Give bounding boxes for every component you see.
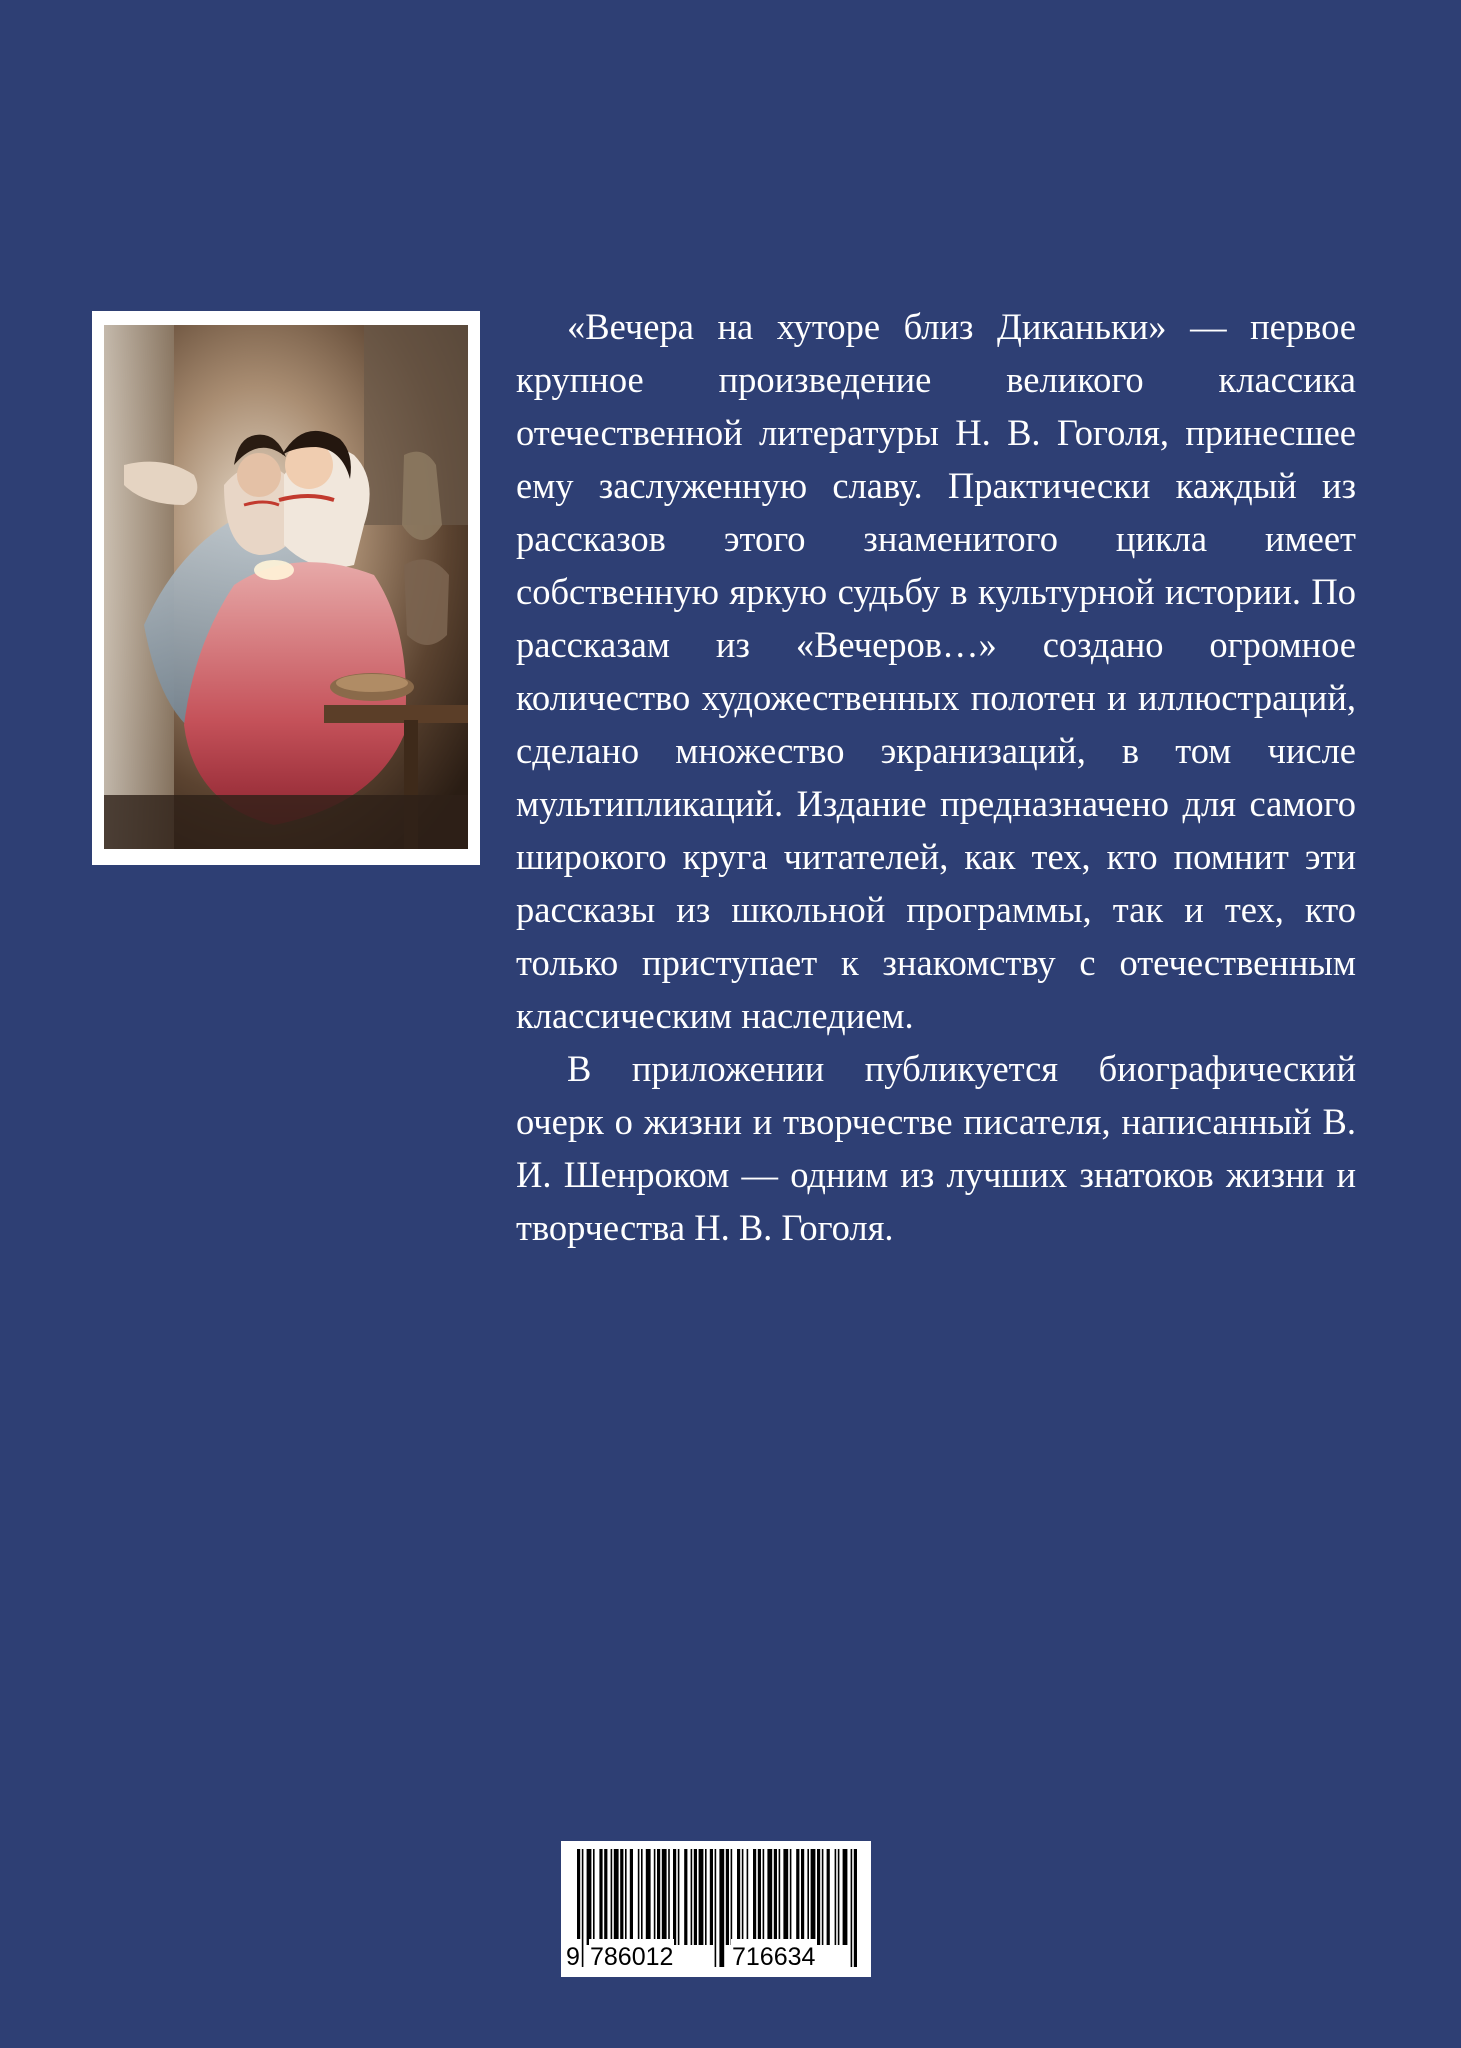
barcode-bar: [705, 1849, 707, 1945]
barcode-bar: [817, 1849, 820, 1945]
barcode-bar: [737, 1849, 740, 1945]
description-text: [516, 300, 1356, 1254]
painting-two-girls-by-candlelight: [104, 325, 468, 849]
barcode-bar: [668, 1849, 670, 1945]
barcode-bar: [767, 1849, 772, 1945]
barcode-bar: [691, 1849, 693, 1945]
barcode-bar: [710, 1849, 713, 1945]
barcode-bar: [779, 1849, 781, 1945]
barcode-bar: [646, 1849, 651, 1945]
barcode-bar: [822, 1849, 824, 1945]
description-paragraph-2: В приложении публикуется биографический очерк о жизни и творчестве писателя, написанный В. И. Шенроком — одним из лучших знатоков жизни и творчества Н. В. Гоголя.: [516, 1048, 1356, 1248]
barcode-bar: [835, 1849, 837, 1945]
barcode-bar: [604, 1849, 607, 1945]
barcode-bar: [673, 1849, 676, 1945]
barcode-bar: [742, 1849, 744, 1945]
barcode-bar: [654, 1849, 656, 1945]
description-paragraph-1: «Вечера на хуторе близ Диканьки» — первое крупное произведение великого классика отечественной литературы Н. В. Гоголя, принесшее ему заслуженную славу. Практически каждый из рассказов этого знаменитого цикла имеет собственную яркую судьбу в культурной истории. По рассказам из «Вечеров…» создано огромное количество художественных полотен и иллюстраций, сделано множество экранизаций, в том числе мультипликаций. Издание предназначено для самого широкого круга читателей, как тех, кто помнит эти рассказы из школьной программы, так и тех, кто только приступает к знакомству с отечественным классическим наследием.: [516, 306, 1356, 1036]
barcode-bar: [657, 1849, 660, 1945]
barcode-bar: [790, 1849, 792, 1945]
barcode-digits-right: 716634: [731, 1939, 816, 1975]
barcode-bar: [614, 1849, 619, 1945]
barcode-bar: [593, 1849, 595, 1945]
isbn-barcode: [561, 1841, 871, 1977]
barcode-bar: [620, 1849, 623, 1945]
barcode-bar: [774, 1849, 777, 1945]
barcode-bar: [758, 1849, 761, 1945]
barcode-bar: [611, 1849, 613, 1945]
barcode-bar: [699, 1849, 704, 1945]
barcode-bar: [625, 1849, 627, 1945]
barcode-bar: [763, 1849, 765, 1945]
barcode-digits: [561, 1939, 871, 1975]
barcode-bar: [753, 1849, 756, 1945]
barcode-bar: [747, 1849, 749, 1945]
barcode-bar: [838, 1849, 840, 1945]
barcode-bar: [731, 1849, 733, 1945]
barcode-bar: [678, 1849, 680, 1945]
barcode-bar: [694, 1849, 697, 1945]
barcode-bar: [801, 1849, 804, 1945]
barcode-bar: [827, 1849, 830, 1945]
barcode-bar: [587, 1849, 592, 1945]
barcode-bar: [783, 1849, 788, 1945]
painting-frame: [92, 311, 480, 865]
barcode-bar: [811, 1849, 816, 1945]
barcode-bar: [684, 1849, 687, 1945]
barcode-bar: [641, 1849, 643, 1945]
cover-painting-image: [104, 325, 468, 849]
barcode-bar: [638, 1849, 640, 1945]
barcode-digit-first: 9: [565, 1939, 581, 1975]
barcode-bar: [630, 1849, 633, 1945]
barcode-bar: [807, 1849, 809, 1945]
barcode-bar: [843, 1849, 848, 1945]
barcode-bar: [599, 1849, 602, 1945]
barcode-bar: [796, 1849, 799, 1945]
barcode-bar: [662, 1849, 667, 1945]
barcode-digits-left: 786012: [589, 1939, 674, 1975]
barcode-bar: [726, 1849, 729, 1945]
